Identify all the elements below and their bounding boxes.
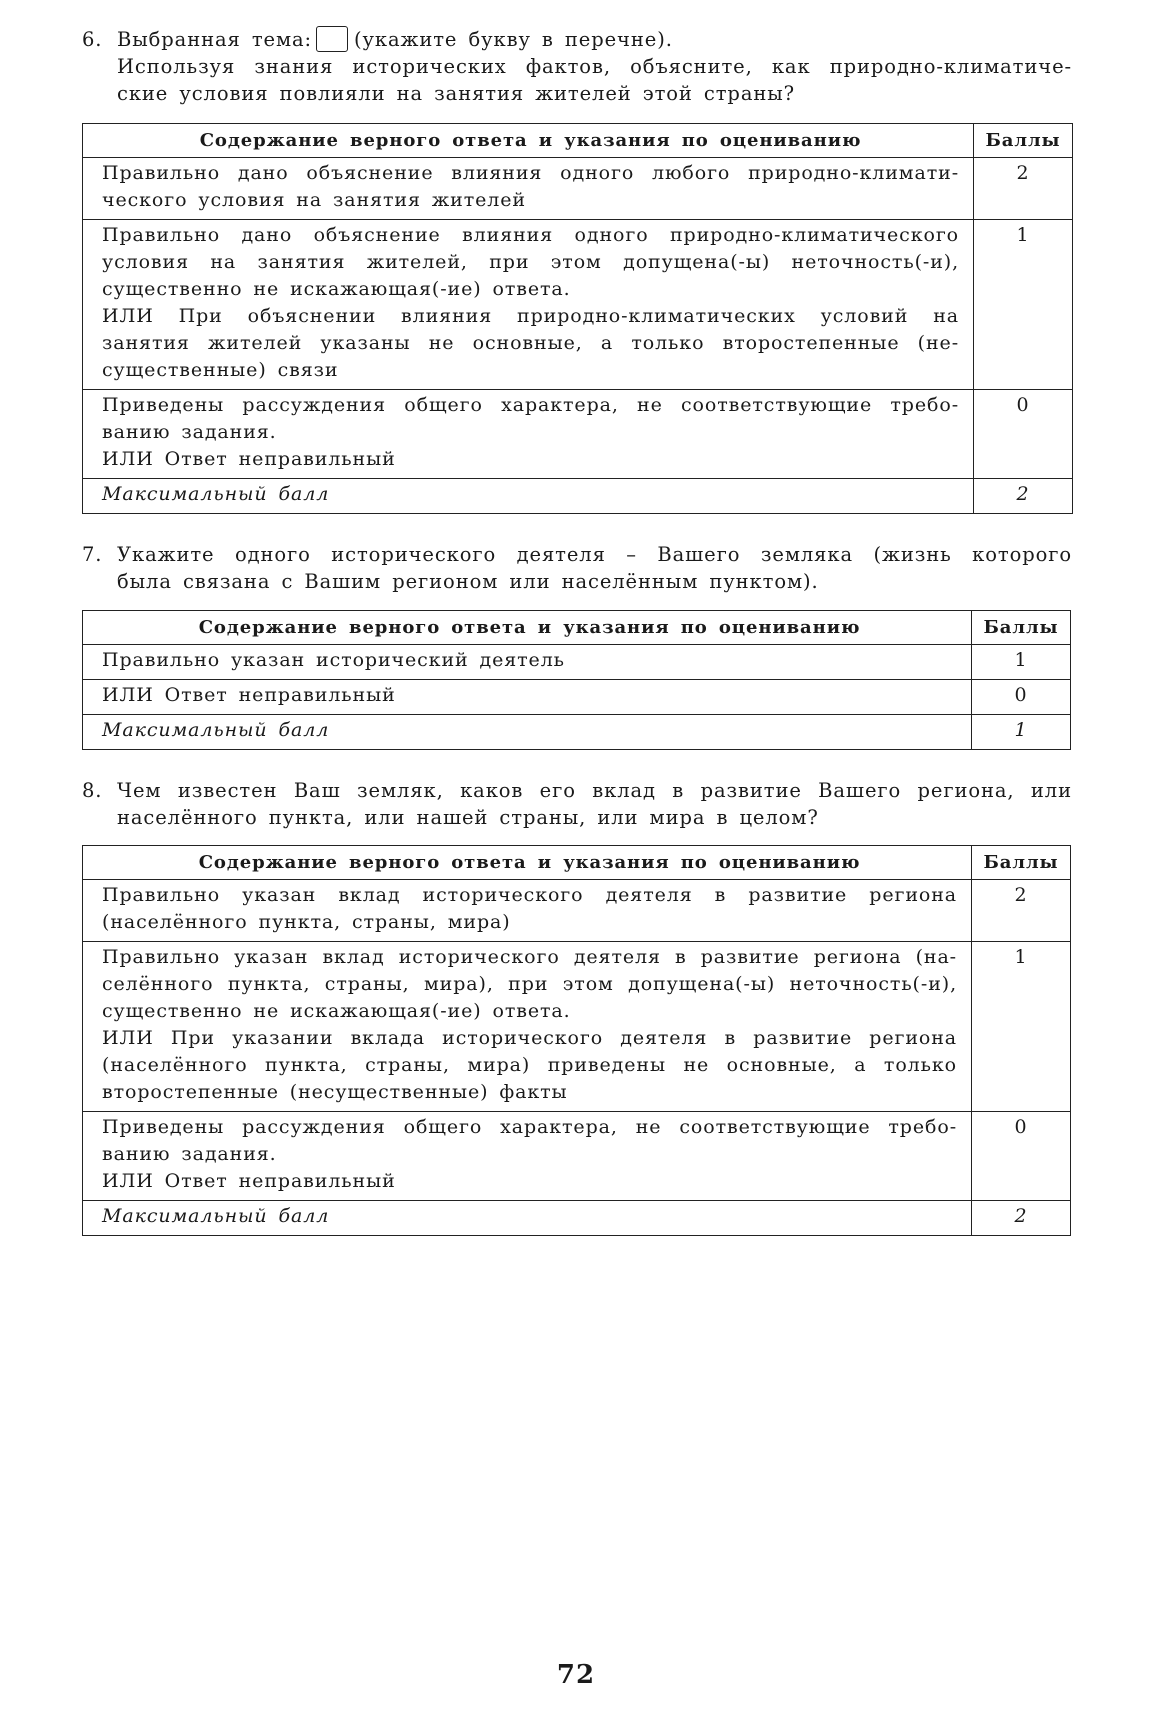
question-number: 6.: [82, 28, 103, 51]
criterion-cell: Правильно дано объяснение влияния одного любого природно-климати- ческого условия на занятия жителей: [83, 158, 974, 220]
header-points: Баллы: [972, 846, 1071, 880]
table-row: [83, 680, 1071, 715]
criterion-cell: ИЛИ Ответ неправильный: [83, 680, 972, 715]
max-score-label: Максимальный балл: [83, 1201, 972, 1236]
points-cell: 0: [974, 390, 1073, 479]
question-hint: (укажите букву в перечне).: [354, 28, 673, 51]
table-header-row: [83, 611, 1071, 645]
criterion-cell: Правильно указан вклад исторического деятеля в развитие региона (населённого пункта, страны, мира): [83, 880, 972, 942]
max-score-row: [83, 479, 1073, 514]
question-text-line: Укажите одного исторического деятеля – Вашего земляка (жизнь которого: [117, 543, 1072, 566]
header-points: Баллы: [974, 124, 1073, 158]
question-text-line: была связана с Вашим регионом или населённым пунктом).: [117, 570, 819, 593]
header-content: Содержание верного ответа и указания по оцениванию: [83, 124, 974, 158]
criterion-cell: Правильно указан вклад исторического деятеля в развитие региона (на- селённого пункта, страны, мира), при этом допущена(-ы) неточность(-и), существенно не искажающая(-ие) ответа. ИЛИ При указании вклада исторического деятеля в развитие региона (населённого пункта, страны, мира) приведены не основные, а только второстепенные (несущественные) факты: [83, 942, 972, 1112]
grading-table-8: [82, 845, 1071, 1236]
table-row: [83, 158, 1073, 220]
grading-table-6: [82, 123, 1073, 514]
table-row: [83, 1112, 1071, 1201]
criterion-cell: Правильно указан исторический деятель: [83, 645, 972, 680]
points-cell: 0: [972, 1112, 1071, 1201]
criterion-cell: Приведены рассуждения общего характера, не соответствующие требо- ванию задания. ИЛИ Ответ неправильный: [83, 1112, 972, 1201]
points-cell: 1: [974, 220, 1073, 390]
table-row: [83, 390, 1073, 479]
max-score-row: [83, 715, 1071, 750]
criterion-cell: Правильно дано объяснение влияния одного природно-климатического условия на занятия жителей, при этом допущена(-ы) неточность(-и), существенно не искажающая(-ие) ответа. ИЛИ При объяснении влияния природно-климатических условий на занятия жителей указаны не основные, а только второстепенные (не- существенные) связи: [83, 220, 974, 390]
max-score-row: [83, 1201, 1071, 1236]
points-cell: 1: [972, 645, 1071, 680]
points-cell: 1: [972, 942, 1071, 1112]
question-7: [82, 541, 1072, 595]
question-text-line: Используя знания исторических фактов, объясните, как природно-климатиче-: [117, 55, 1072, 78]
table-header-row: [83, 124, 1073, 158]
max-score-label: Максимальный балл: [83, 479, 974, 514]
header-content: Содержание верного ответа и указания по оцениванию: [83, 611, 972, 645]
max-score-value: 2: [972, 1201, 1071, 1236]
max-score-value: 2: [974, 479, 1073, 514]
points-cell: 2: [974, 158, 1073, 220]
question-prefix: Выбранная тема:: [117, 28, 313, 51]
table-row: [83, 645, 1071, 680]
question-text-line: населённого пункта, или нашей страны, или мира в целом?: [117, 806, 819, 829]
header-points: Баллы: [972, 611, 1071, 645]
max-score-value: 1: [972, 715, 1071, 750]
table-row: [83, 220, 1073, 390]
max-score-label: Максимальный балл: [83, 715, 972, 750]
question-text-line: ские условия повлияли на занятия жителей этой страны?: [117, 82, 796, 105]
table-header-row: [83, 846, 1071, 880]
table-row: [83, 942, 1071, 1112]
grading-table-7: [82, 610, 1071, 750]
answer-letter-box: [316, 26, 348, 52]
question-6: [82, 26, 1072, 107]
question-number: 8.: [82, 779, 103, 802]
criterion-cell: Приведены рассуждения общего характера, не соответствующие требо- ванию задания. ИЛИ Ответ неправильный: [83, 390, 974, 479]
question-text-line: Чем известен Ваш земляк, каков его вклад в развитие Вашего региона, или: [117, 779, 1072, 802]
points-cell: 2: [972, 880, 1071, 942]
table-row: [83, 880, 1071, 942]
question-number: 7.: [82, 543, 103, 566]
points-cell: 0: [972, 680, 1071, 715]
header-content: Содержание верного ответа и указания по оцениванию: [83, 846, 972, 880]
question-8: [82, 777, 1072, 831]
page-number: 72: [556, 1660, 596, 1690]
